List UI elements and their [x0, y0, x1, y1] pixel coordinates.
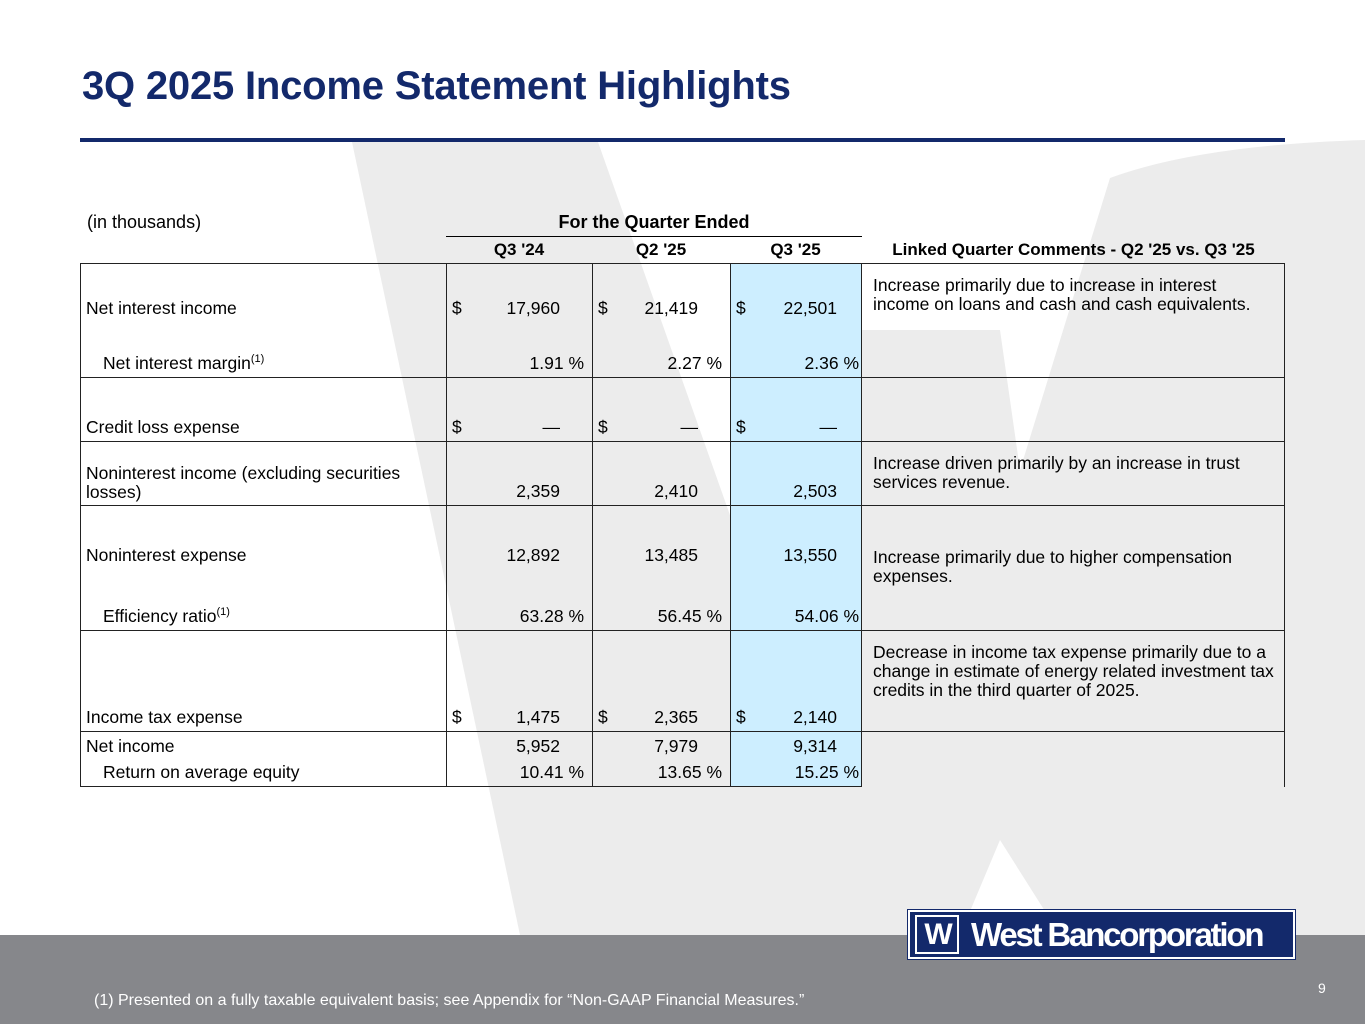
value: 21,419: [644, 297, 698, 318]
cell-q2-25: [593, 760, 731, 787]
currency-symbol: $: [598, 297, 608, 318]
value: 1,475: [516, 707, 560, 727]
row-label: [81, 322, 447, 378]
value: 56.45: [657, 606, 702, 626]
value: 54.06: [794, 606, 839, 626]
value: 63.28: [519, 606, 564, 626]
currency-symbol: $: [736, 297, 746, 318]
column-header-q3-25: Q3 '25: [770, 240, 821, 259]
percent-symbol: %: [843, 606, 859, 626]
row-label: Income tax expense: [81, 631, 447, 732]
income-statement-table: [80, 263, 1285, 787]
cell-q3-24: 12,892: [447, 506, 593, 569]
table-row-noninterest-income: [81, 442, 1285, 506]
cell-q3-25: [731, 631, 862, 732]
currency-symbol: $: [736, 417, 746, 437]
footnote: (1) Presented on a fully taxable equivalent basis; see Appendix for “Non-GAAP Financial Measures.”: [94, 992, 805, 1009]
comment-net-interest: Increase primarily due to increase in interest income on loans and cash and cash equivalents.: [862, 264, 1285, 378]
value: 2,140: [793, 707, 837, 727]
value: 2.27: [667, 353, 702, 373]
comment-noninterest-expense: Increase primarily due to higher compensation expenses.: [862, 506, 1285, 631]
column-header-q3-24: Q3 '24: [493, 240, 545, 259]
cell-q2-25: 2,410: [593, 442, 731, 506]
percent-symbol: %: [706, 762, 722, 782]
currency-symbol: $: [598, 417, 608, 437]
cell-q3-25: 13,550: [731, 506, 862, 569]
row-label: Return on average equity: [81, 760, 447, 787]
percent-symbol: %: [706, 353, 722, 373]
cell-q3-25: 2,503: [731, 442, 862, 506]
value: 10.41: [519, 762, 564, 782]
cell-q2-25: [593, 322, 731, 378]
cell-q3-25: [731, 760, 862, 787]
cell-q2-25: [593, 264, 731, 322]
cell-q3-24: [447, 264, 593, 322]
period-header: For the Quarter Ended: [446, 212, 862, 237]
value: 13.65: [657, 762, 702, 782]
table-row-net-interest-income: [81, 264, 1285, 322]
row-label: Noninterest expense: [81, 506, 447, 569]
cell-q2-25: [593, 631, 731, 732]
value: 15.25: [794, 762, 839, 782]
percent-symbol: %: [568, 606, 584, 626]
cell-q2-25: [593, 569, 731, 631]
value: 2,365: [654, 707, 698, 727]
currency-symbol: $: [736, 707, 746, 727]
cell-q3-25: 9,314: [731, 732, 862, 760]
title-divider: [80, 138, 1285, 142]
cell-q2-25: 13,485: [593, 506, 731, 569]
percent-symbol: %: [843, 353, 859, 373]
table-row-net-income: [81, 732, 1285, 760]
percent-symbol: %: [706, 606, 722, 626]
table-row-credit-loss-expense: [81, 378, 1285, 442]
cell-q3-25: [731, 322, 862, 378]
cell-q2-25: 7,979: [593, 732, 731, 760]
value: 1.91: [529, 353, 564, 373]
cell-q3-24: 2,359: [447, 442, 593, 506]
cell-q3-24: [447, 760, 593, 787]
currency-symbol: $: [452, 707, 462, 727]
value: —: [680, 417, 698, 437]
currency-symbol: $: [598, 707, 608, 727]
percent-symbol: %: [568, 353, 584, 373]
value: —: [819, 417, 837, 437]
comment-credit-loss: [862, 378, 1285, 442]
label-text: Net interest margin: [103, 353, 251, 373]
comment-income-tax: Decrease in income tax expense primarily due to a change in estimate of energy related investment tax credits in the third quarter of 2025.: [862, 631, 1285, 732]
comments-column-header: Linked Quarter Comments - Q2 '25 vs. Q3 '25: [892, 240, 1255, 259]
footnote-marker: (1): [250, 353, 265, 365]
row-label: Credit loss expense: [81, 378, 447, 442]
units-label: (in thousands): [87, 212, 202, 232]
column-header-q2-25: Q2 '25: [635, 240, 687, 259]
logo-wordmark: West Bancorporation: [971, 915, 1263, 953]
table-row-income-tax-expense: [81, 631, 1285, 732]
comment-noninterest-income: Increase driven primarily by an increase in trust services revenue.: [862, 442, 1285, 506]
cell-q3-24: [447, 322, 593, 378]
footnote-marker: (1): [216, 606, 230, 618]
row-label: [81, 569, 447, 631]
row-label: Net income: [81, 732, 447, 760]
value: 17,960: [506, 297, 560, 318]
comment-net-income: [862, 732, 1285, 787]
cell-q3-24: [447, 378, 593, 442]
cell-q2-25: [593, 378, 731, 442]
cell-q3-25: [731, 569, 862, 631]
page-title: 3Q 2025 Income Statement Highlights: [82, 64, 791, 108]
value: 22,501: [783, 297, 837, 318]
value: 2.36: [804, 353, 839, 373]
value: —: [542, 417, 560, 437]
logo-mark: W: [915, 915, 959, 954]
cell-q3-24: [447, 631, 593, 732]
cell-q3-25: [731, 378, 862, 442]
currency-symbol: $: [452, 297, 462, 318]
table-row-noninterest-expense: [81, 506, 1285, 569]
company-logo: [908, 910, 1295, 959]
percent-symbol: %: [568, 762, 584, 782]
percent-symbol: %: [843, 762, 859, 782]
cell-q3-25: [731, 264, 862, 322]
row-label: Net interest income: [81, 264, 447, 322]
currency-symbol: $: [452, 417, 462, 437]
label-text: Efficiency ratio: [103, 606, 217, 626]
row-label: Noninterest income (excluding securities losses): [81, 442, 447, 506]
cell-q3-24: [447, 569, 593, 631]
page-number: 9: [1318, 980, 1326, 996]
cell-q3-24: 5,952: [447, 732, 593, 760]
